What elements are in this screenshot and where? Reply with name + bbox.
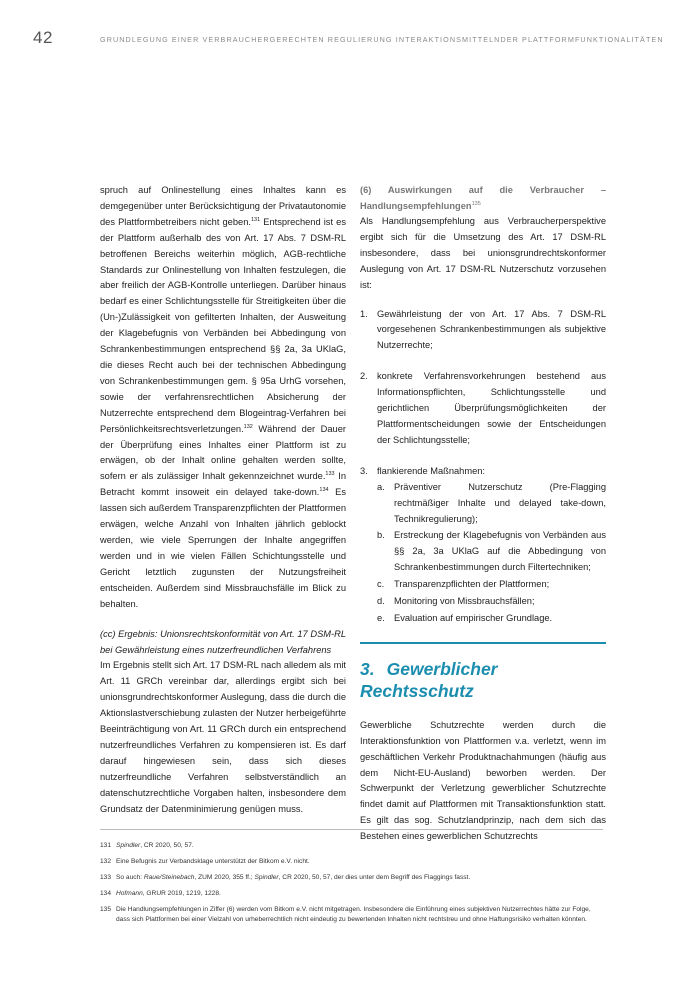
sub-list-item [377,528,606,576]
text-run: Es lassen sich außerdem Transparenzpflichten der Plattformen erwägen, welche Anzahl von Inhalten jährlich geblockt werden, wie viele Sperrungen der Inhalte angegriffen werden und in wie vielen Fällen Schichtungsstelle und Gericht letztlich zugunsten der Nutzungsfreiheit entscheiden. Außerdem sind Missbrauchsfälle im Blick zu behalten. [100,487,346,609]
right-column [360,183,606,845]
footnote-text: So auch: [116,874,144,881]
footnote-ref-135[interactable]: 135 [471,200,481,207]
list-text: flankierende Maßnahmen: [377,465,486,476]
sub-list-text: Monitoring von Missbrauchsfällen; [394,596,535,607]
footnote-ref-134[interactable]: 134 [319,487,329,494]
text-run: In Betracht kommt insoweit ein delayed take-down. [100,471,346,498]
footnote-131 [100,841,600,851]
footnote-text: Eine Befugnis zur Verbandsklage unterstützt der Bitkom e.V. nicht. [116,858,310,865]
left-column [100,183,346,818]
list-item [360,307,606,355]
page-number: 42 [33,28,53,47]
body-paragraph-2: Im Ergebnis stellt sich Art. 17 DSM-RL nach alledem als mit Art. 11 GRCh vereinbar dar, allerdings ergibt sich bei unionsgrundrechtskonformer Auslegung, dass die durch die Aktionslastverschiebung zulasten der Nutzer herbeigeführte Beeinträchtigung von Art. 11 GRCh durch ein entsprechend nutzerfreundliches Verfahren zu kompensieren ist. Es darf darauf hingewiesen sein, dass sich dieses nutzerfreundliche Verfahren selbstverständlich an datenschutzrechtliche Vorgaben halten, insbesondere dem Grundsatz der Datenminimierung genügen muss. [100,660,346,814]
running-header: GRUNDLEGUNG EINER VERBRAUCHERGERECHTEN REGULIERUNG INTERAKTIONSMITTELNDER PLATTFORMFUNKTIONALITÄTEN [100,35,664,44]
subheading-cc: (cc) Ergebnis: Unionsrechtskonformität von Art. 17 DSM-RL bei Gewährleistung eines nutzerfreundlichen Verfahrens [100,629,346,655]
list-item [360,369,606,449]
sub-list-item [377,577,606,593]
footnote-ref-131[interactable]: 131 [250,216,261,223]
subheading-6 [360,183,606,214]
footnote-author: Spindler [116,842,141,849]
recommendation-list [360,307,606,627]
footnote-number: 135 [100,906,112,913]
sub-list-item [377,594,606,610]
footnote-text: , ZUM 2020, 355 ff.; [194,874,255,881]
footnote-134 [100,889,600,899]
text-run: Entsprechend ist es der Plattform außerhalb des von Art. 17 Abs. 7 DSM-RL betroffenen Bereichs weiterhin möglich, AGB-rechtliche Standards zur Onlinestellung von Inhalten festzulegen, die aber freilich der AGB-Kontrolle unterliegen. Darüber hinaus bedarf es einer Schlichtungsstelle für Streitigkeiten über die (Un-)Zulässigkeit von gefilterten Inhalten, der Ausweitung der Klagebefugnis von Verbänden bei Abbedingung von Schrankenbestimmungen entsprechend §§ 2a, 3a UKlaG, die dieses Recht auch bei der technischen Abbedingung von Schrankenbestimmungen gem. § 95a UrhG vorsehen, sowie der verfahrensrechtlichen Absicherung der Nutzerrechte entsprechend dem Blogeintrag-Verfahren bei Persönlichkeitsrechtsverletzungen. [100,216,346,434]
sub-list-text: Präventiver Nutzerschutz (Pre-Flagging rechtmäßiger Inhalte und delayed take-down, Technikregulierung); [394,481,606,524]
subheading-6-text: (6) Auswirkungen auf die Verbraucher – Handlungsempfehlungen [360,185,606,211]
footnote-divider [100,829,603,830]
footnote-135 [100,905,600,925]
section-paragraph: Gewerbliche Schutzrechte werden durch die Interaktionsfunktion von Plattformen v.a. verletzt, wenn im geschäftlichen Verkehr Produktnachahmungen (häufig aus dem Nicht-EU-Ausland) beworben werden. Der Schwerpunkt der Verletzung gewerblicher Schutzrechte findet damit auf Plattformen mit Transaktionsfunktion statt. Es gilt das sog. Schutzlandprinzip, nach dem sich das Bestehen eines gewerblichen Schutzrechts [360,719,606,842]
text-run: spruch auf Onlinestellung eines Inhaltes kann es demgegenüber unter Berücksichtigung der Privatautonomie des Plattformbetreibers nicht geben. [100,185,346,227]
sub-list-letter: e. [377,612,385,623]
section-divider [360,642,606,644]
sub-list [377,480,606,627]
footnote-133 [100,873,600,883]
body-paragraph-1 [100,183,346,612]
list-text: Gewährleistung der von Art. 17 Abs. 7 DSM-RL vorgesehenen Schrankenbestimmungen als subjektive Nutzerrechte; [377,308,606,351]
footnotes [100,841,600,931]
footnote-text: , CR 2020, 50, 57. [140,842,194,849]
footnote-text: , CR 2020, 50, 57, der dies unter dem Begriff des Flaggings fasst. [278,874,471,881]
sub-list-letter: c. [377,579,385,590]
list-number: 3. [360,465,368,476]
footnote-number: 132 [100,858,112,865]
footnote-132 [100,857,600,867]
footnote-text: Die Handlungsempfehlungen in Ziffer (6) werden vom Bitkom e.V. nicht mitgetragen. Insbesondere die Einführung eines subjektiven Nutzerrechtes hätte zur Folge, dass sich Plattformen bei einer Vielzahl von urheberrechtlich nicht eindeutig zu bewertenden Inhalten nicht rechtstreu und ohne Haftungsrisiko verhalten könnten. [116,906,591,923]
sub-list-item [377,480,606,528]
footnote-number: 133 [100,874,112,881]
footnote-number: 131 [100,842,112,849]
sub-list-text: Transparenzpflichten der Plattformen; [394,579,550,590]
footnote-author: Hofmann [116,890,143,897]
footnote-author: Raue/Steinebach [143,874,195,881]
footnote-ref-133[interactable]: 133 [325,471,335,478]
sub-list-letter: a. [377,481,385,492]
text-run: Während der Dauer der Überprüfung eines Inhaltes einer Plattform ist zu erwägen, ob der Inhalt online gehalten werden sollte, sofern er als zulässiger Inhalt gekennzeichnet wurde. [100,423,346,482]
footnote-text: , GRUR 2019, 1219, 1228. [142,890,221,897]
list-number: 1. [360,308,368,319]
list-text: konkrete Verfahrensvorkehrungen bestehend aus Informationspflichten, Schlichtungsstelle und gerichtlichen Überprüfungsmöglichkeiten der Plattformentscheidungen sowie der Entscheidungen der Schlichtungsstelle; [377,371,606,445]
sub-list-item [377,611,606,627]
footnote-author: Spindler [254,874,279,881]
section-number: 3. [360,658,375,679]
list-item [360,464,606,627]
footnote-number: 134 [100,890,112,897]
section-heading [360,658,606,702]
sub-list-letter: d. [377,596,385,607]
section-title-text: Gewerblicher Rechtsschutz [360,658,498,701]
list-number: 2. [360,371,368,382]
sub-list-text: Erstreckung der Klagebefugnis von Verbänden aus §§ 2a, 3a UKlaG auf die Abbedingung von Schrankenbestimmungen durch Filtertechniken; [394,530,606,573]
sub-list-letter: b. [377,530,385,541]
footnote-ref-132[interactable]: 132 [243,423,253,430]
intro-paragraph: Als Handlungsempfehlung aus Verbraucherperspektive ergibt sich für die Umsetzung des Art. 17 DSM-RL insbesondere, dass bei unionsgrundrechtskonformer Auslegung von Art. 17 DSM-RL Nutzerschutz vorzusehen ist: [360,216,606,290]
sub-list-text: Evaluation auf empirischer Grundlage. [394,612,553,623]
